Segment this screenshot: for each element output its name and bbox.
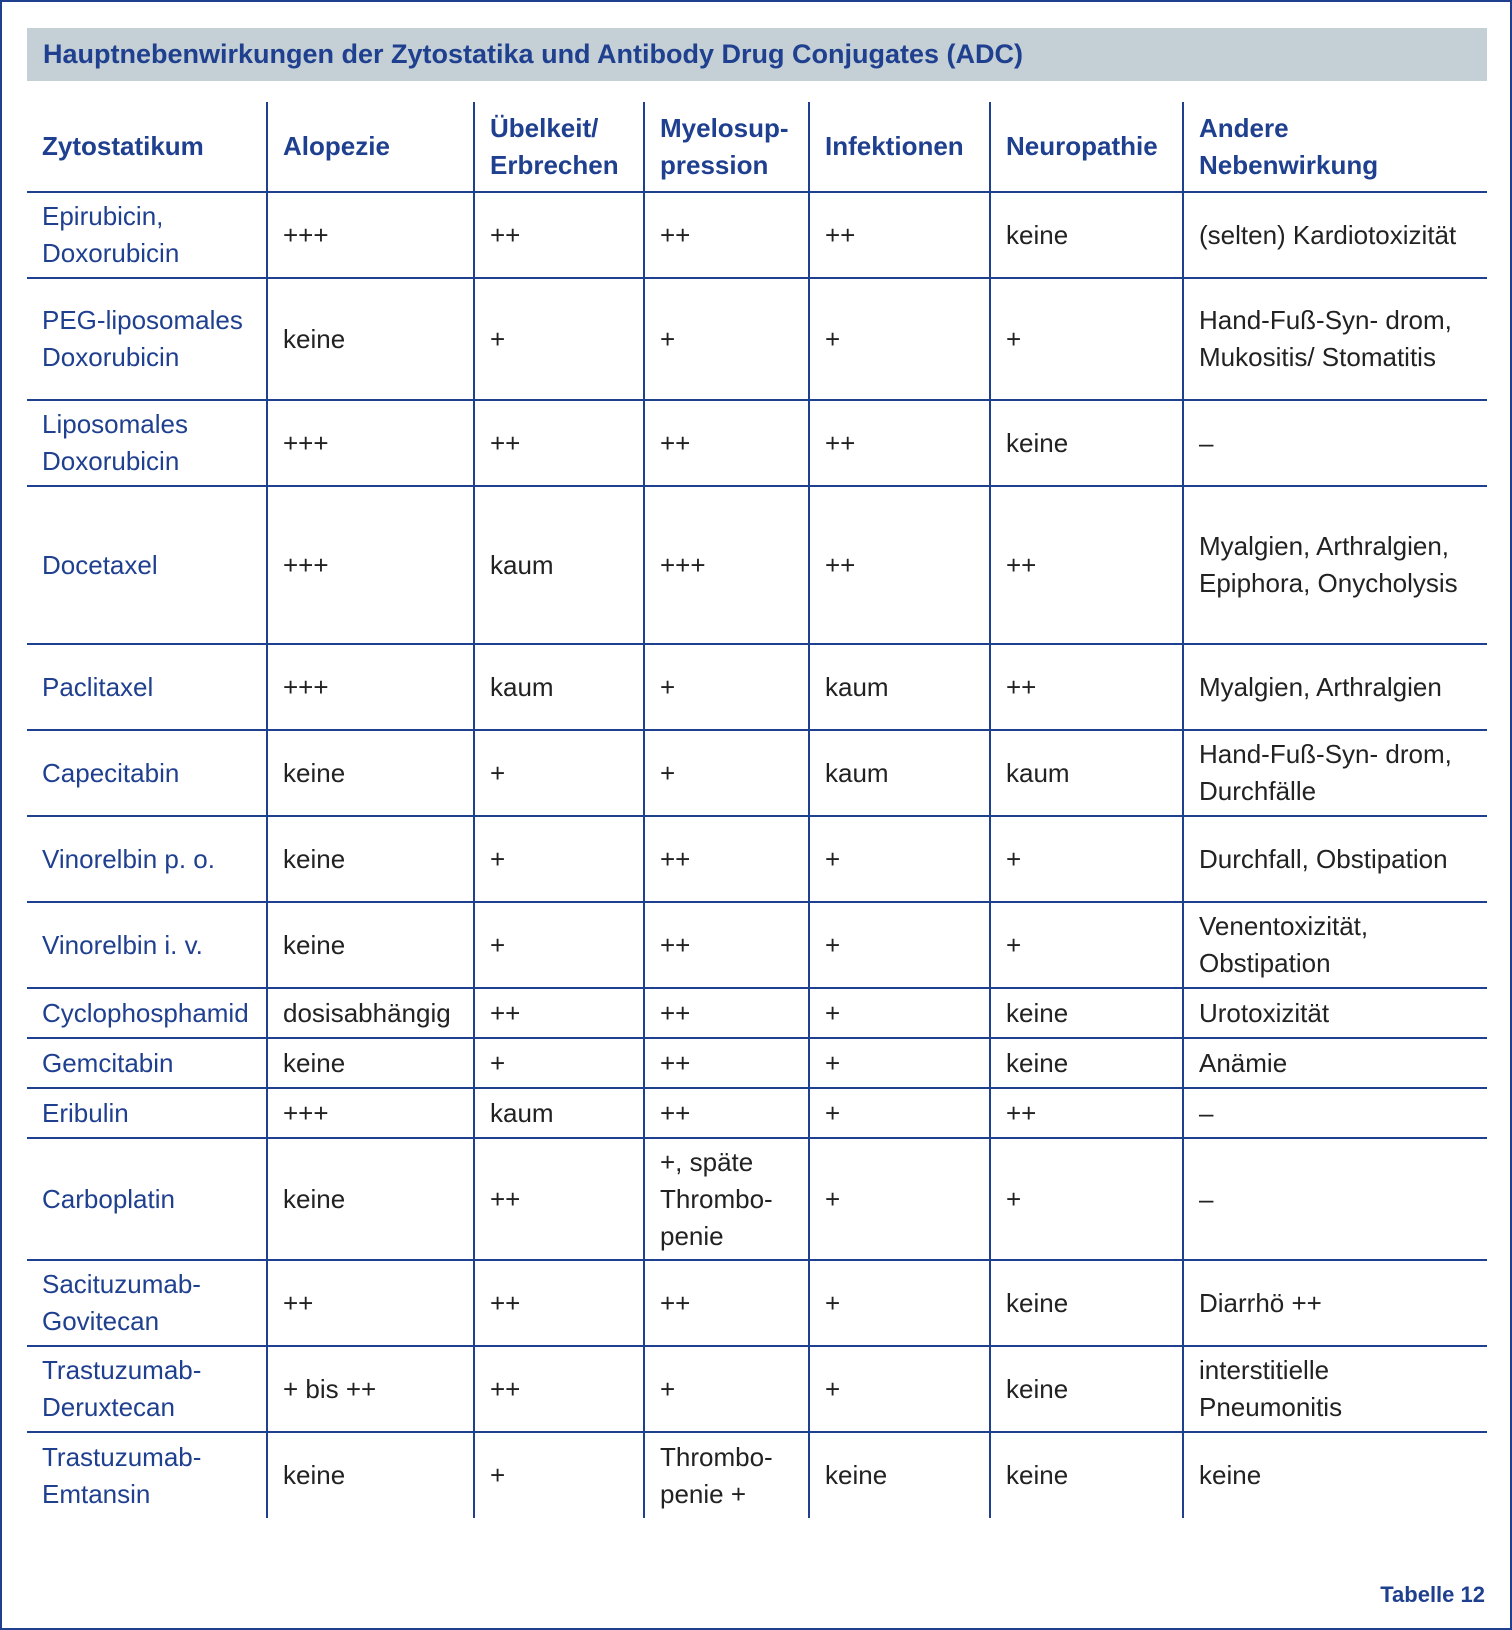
cell-myelosuppression: Thrombo- penie + [644, 1432, 809, 1518]
cell-myelosuppression: +, späte Thrombo- penie [644, 1138, 809, 1260]
cell-myelosuppression: ++ [644, 192, 809, 278]
cell-drug-name: Trastuzumab- Deruxtecan [27, 1346, 267, 1432]
cell-drug-name: Eribulin [27, 1088, 267, 1138]
cell-myelosuppression: ++ [644, 1088, 809, 1138]
table-row [27, 486, 1487, 644]
cell-andere: – [1183, 1088, 1487, 1138]
cell-alopezie: keine [267, 730, 474, 816]
cell-drug-name: Gemcitabin [27, 1038, 267, 1088]
cell-neuropathie: + [990, 278, 1183, 400]
cell-uebelkeit: + [474, 1038, 644, 1088]
cell-drug-name: Docetaxel [27, 486, 267, 644]
cell-neuropathie: keine [990, 1346, 1183, 1432]
cell-neuropathie: ++ [990, 1088, 1183, 1138]
cell-drug-name: Liposomales Doxorubicin [27, 400, 267, 486]
table-row [27, 192, 1487, 278]
cell-andere: – [1183, 1138, 1487, 1260]
cell-uebelkeit: ++ [474, 400, 644, 486]
cell-myelosuppression: +++ [644, 486, 809, 644]
header-row [27, 102, 1487, 192]
cell-alopezie: + bis ++ [267, 1346, 474, 1432]
header-cell-uebelkeit: Übelkeit/ Erbrechen [474, 102, 644, 192]
cell-drug-name: Paclitaxel [27, 644, 267, 730]
cell-uebelkeit: + [474, 902, 644, 988]
cell-infektionen: kaum [809, 730, 990, 816]
cell-neuropathie: ++ [990, 486, 1183, 644]
cell-infektionen: ++ [809, 486, 990, 644]
cell-andere: Hand-Fuß-Syn- drom, Mukositis/ Stomatitis [1183, 278, 1487, 400]
title-bar [27, 28, 1487, 81]
cell-myelosuppression: + [644, 278, 809, 400]
cell-uebelkeit: ++ [474, 1138, 644, 1260]
header-cell-neuropathie: Neuropathie [990, 102, 1183, 192]
cell-infektionen: + [809, 816, 990, 902]
cell-alopezie: +++ [267, 1088, 474, 1138]
table-row [27, 988, 1487, 1038]
cell-infektionen: + [809, 902, 990, 988]
cell-drug-name: Epirubicin, Doxorubicin [27, 192, 267, 278]
cell-myelosuppression: ++ [644, 902, 809, 988]
table-row [27, 1432, 1487, 1518]
cell-andere: keine [1183, 1432, 1487, 1518]
header-cell-andere: Andere Nebenwirkung [1183, 102, 1487, 192]
cell-andere: Durchfall, Obstipation [1183, 816, 1487, 902]
side-effects-table [27, 102, 1487, 1518]
cell-drug-name: Trastuzumab- Emtansin [42, 1441, 202, 1509]
cell-myelosuppression: ++ [644, 1260, 809, 1346]
cell-andere: Venentoxizität, Obstipation [1183, 902, 1487, 988]
cell-myelosuppression: + [644, 1346, 809, 1432]
cell-infektionen: + [809, 1260, 990, 1346]
header-cell-myelosuppression: Myelosup- pression [644, 102, 809, 192]
header-cell-zytostatikum: Zytostatikum [27, 102, 267, 192]
cell-alopezie: ++ [267, 1260, 474, 1346]
table-row [27, 1138, 1487, 1260]
cell-drug-name: PEG-liposomales Doxorubicin [27, 278, 267, 400]
cell-uebelkeit: ++ [474, 988, 644, 1038]
cell-drug-name: Vinorelbin p. o. [27, 816, 267, 902]
cell-neuropathie: ++ [990, 644, 1183, 730]
table-row [27, 1088, 1487, 1138]
cell-andere: Myalgien, Arthralgien [1183, 644, 1487, 730]
cell-uebelkeit: kaum [474, 486, 644, 644]
cell-myelosuppression: ++ [644, 400, 809, 486]
cell-neuropathie: keine [990, 1432, 1183, 1518]
cell-neuropathie: + [990, 816, 1183, 902]
cell-uebelkeit: ++ [474, 1260, 644, 1346]
table-row [27, 1038, 1487, 1088]
table-row [27, 1346, 1487, 1432]
table-number: Tabelle 12 [1380, 1582, 1485, 1607]
cell-infektionen: + [809, 1088, 990, 1138]
table-row [27, 816, 1487, 902]
cell-andere: Hand-Fuß-Syn- drom, Durchfälle [1183, 730, 1487, 816]
cell-infektionen: kaum [809, 644, 990, 730]
cell-uebelkeit: kaum [474, 1088, 644, 1138]
cell-andere: Urotoxizität [1183, 988, 1487, 1038]
table-body [27, 192, 1487, 1518]
cell-andere: (selten) Kardiotoxizität [1183, 192, 1487, 278]
cell-alopezie: keine [267, 278, 474, 400]
cell-alopezie: +++ [267, 486, 474, 644]
cell-uebelkeit: + [474, 278, 644, 400]
cell-drug-name: Cyclophosphamid [27, 988, 267, 1038]
cell-alopezie: dosisabhängig [267, 988, 474, 1038]
table-row [27, 644, 1487, 730]
table-row [27, 902, 1487, 988]
cell-uebelkeit: ++ [474, 1346, 644, 1432]
cell-alopezie: +++ [267, 400, 474, 486]
cell-neuropathie: keine [990, 1038, 1183, 1088]
cell-drug-name: Carboplatin [27, 1138, 267, 1260]
cell-drug-name: Vinorelbin i. v. [27, 902, 267, 988]
cell-infektionen: ++ [809, 400, 990, 486]
cell-andere: interstitielle Pneumonitis [1183, 1346, 1487, 1432]
cell-infektionen: + [809, 988, 990, 1038]
cell-neuropathie: kaum [990, 730, 1183, 816]
cell-infektionen: + [809, 1346, 990, 1432]
cell-neuropathie: keine [990, 1260, 1183, 1346]
table-row [27, 730, 1487, 816]
cell-myelosuppression: + [644, 730, 809, 816]
cell-alopezie: +++ [267, 644, 474, 730]
cell-uebelkeit: + [474, 816, 644, 902]
cell-alopezie: +++ [267, 192, 474, 278]
cell-infektionen: keine [809, 1432, 990, 1518]
cell-infektionen: + [809, 1138, 990, 1260]
header-cell-alopezie: Alopezie [267, 102, 474, 192]
table-row [27, 1260, 1487, 1346]
cell-uebelkeit: ++ [474, 192, 644, 278]
table-title: Hauptnebenwirkungen der Zytostatika und Antibody Drug Conjugates (ADC) [43, 39, 1024, 69]
cell-uebelkeit: + [474, 730, 644, 816]
cell-neuropathie: + [990, 1138, 1183, 1260]
cell-uebelkeit: + [474, 1432, 644, 1518]
table-row [27, 278, 1487, 400]
cell-infektionen: ++ [809, 192, 990, 278]
cell-myelosuppression: ++ [644, 988, 809, 1038]
cell-alopezie: keine [267, 816, 474, 902]
table-row [27, 400, 1487, 486]
cell-neuropathie: keine [990, 400, 1183, 486]
cell-myelosuppression: ++ [644, 816, 809, 902]
cell-neuropathie: keine [990, 192, 1183, 278]
cell-alopezie: keine [267, 1138, 474, 1260]
cell-andere: Diarrhö ++ [1183, 1260, 1487, 1346]
cell-uebelkeit: kaum [474, 644, 644, 730]
cell-neuropathie: keine [990, 988, 1183, 1038]
cell-andere: Myalgien, Arthralgien, Epiphora, Onycholysis [1183, 486, 1487, 644]
cell-drug-name: Capecitabin [27, 730, 267, 816]
cell-myelosuppression: + [644, 644, 809, 730]
header-cell-infektionen: Infektionen [809, 102, 990, 192]
cell-myelosuppression: ++ [644, 1038, 809, 1088]
cell-andere: Anämie [1183, 1038, 1487, 1088]
cell-alopezie: keine [267, 902, 474, 988]
cell-infektionen: + [809, 1038, 990, 1088]
cell-infektionen: + [809, 278, 990, 400]
cell-neuropathie: + [990, 902, 1183, 988]
cell-andere: – [1183, 400, 1487, 486]
cell-drug-name: Sacituzumab- Govitecan [27, 1260, 267, 1346]
cell-alopezie: keine [267, 1432, 474, 1518]
cell-alopezie: keine [267, 1038, 474, 1088]
